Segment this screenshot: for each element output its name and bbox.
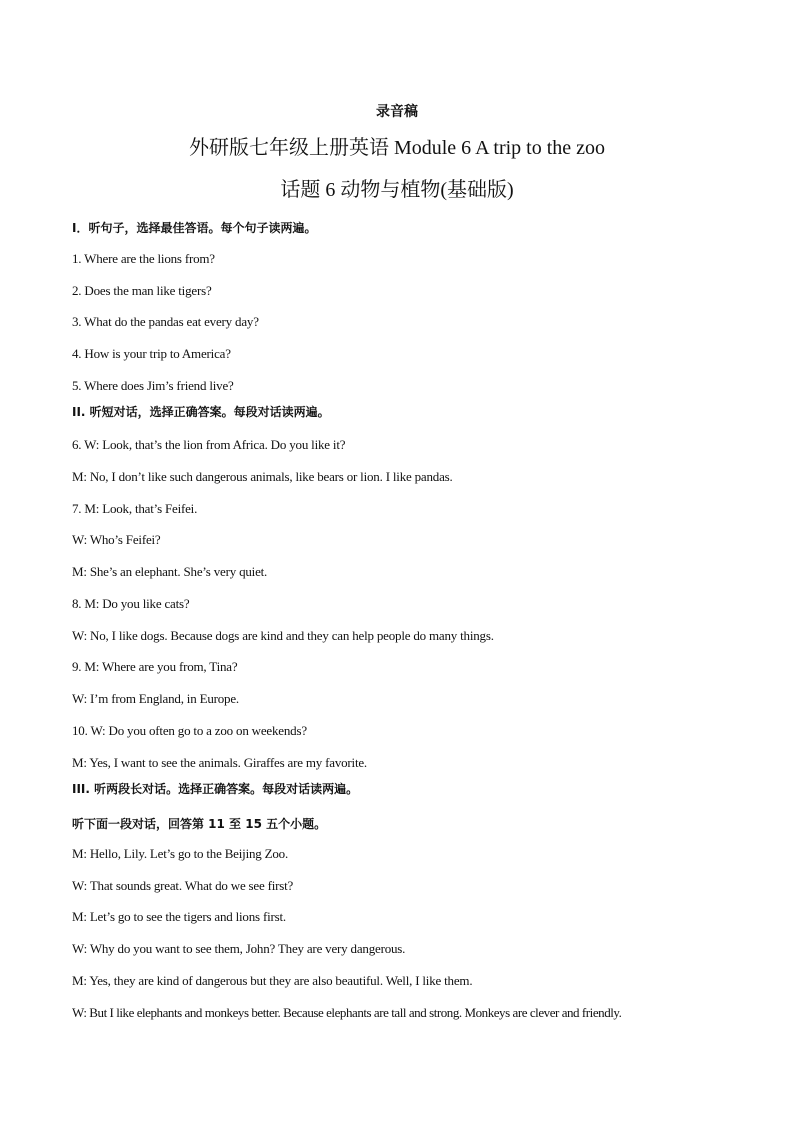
text-line: W: No, I like dogs. Because dogs are kind and they can help people do many things. xyxy=(72,628,494,643)
text-line: 4. How is your trip to America? xyxy=(72,346,231,361)
section-1-heading: Ⅰ．听句子，选择最佳答语。每个句子读两遍。 xyxy=(72,221,317,235)
text-line: 2. Does the man like tigers? xyxy=(72,283,212,298)
text-line: 7. M: Look, that’s Feifei. xyxy=(72,501,198,516)
doc-title-line1: 外研版七年级上册英语 Module 6 A trip to the zoo xyxy=(188,137,606,159)
text-line: 1. Where are the lions from? xyxy=(72,251,215,266)
text-line: M: No, I don’t like such dangerous animals, like bears or lion. I like pandas. xyxy=(72,469,453,484)
text-line: W: Who’s Feifei? xyxy=(72,532,161,547)
section-3-heading: III. 听两段长对话。选择正确答案。每段对话读两遍。 xyxy=(72,782,359,796)
doc-title-line2: 话题 6 动物与植物(基础版) xyxy=(280,179,514,201)
text-line: W: Why do you want to see them, John? They are very dangerous. xyxy=(72,941,406,956)
text-line: W: But I like elephants and monkeys better. Because elephants are tall and strong. Monkeys are clever and friendly. xyxy=(72,1005,622,1020)
text-line: 6. W: Look, that’s the lion from Africa. Do you like it? xyxy=(72,437,346,452)
text-line: M: She’s an elephant. She’s very quiet. xyxy=(72,564,268,579)
text-line: 10. W: Do you often go to a zoo on weekends? xyxy=(72,723,307,738)
section-2-heading: II. 听短对话，选择正确答案。每段对话读两遍。 xyxy=(72,405,330,419)
text-line: M: Let’s go to see the tigers and lions first. xyxy=(72,909,286,924)
text-line: M: Yes, they are kind of dangerous but they are also beautiful. Well, I like them. xyxy=(72,973,473,988)
text-line: M: Yes, I want to see the animals. Giraffes are my favorite. xyxy=(72,755,367,770)
section-3-subheading: 听下面一段对话，回答第 11 至 15 五个小题。 xyxy=(72,817,327,831)
text-line: W: That sounds great. What do we see first? xyxy=(72,878,294,893)
doc-label: 录音稿 xyxy=(376,104,418,120)
text-line: 5. Where does Jim’s friend live? xyxy=(72,378,234,393)
text-line: 3. What do the pandas eat every day? xyxy=(72,314,259,329)
text-line: M: Hello, Lily. Let’s go to the Beijing Zoo. xyxy=(72,846,289,861)
text-line: 8. M: Do you like cats? xyxy=(72,596,190,611)
text-line: W: I’m from England, in Europe. xyxy=(72,691,239,706)
text-line: 9. M: Where are you from, Tina? xyxy=(72,659,238,674)
